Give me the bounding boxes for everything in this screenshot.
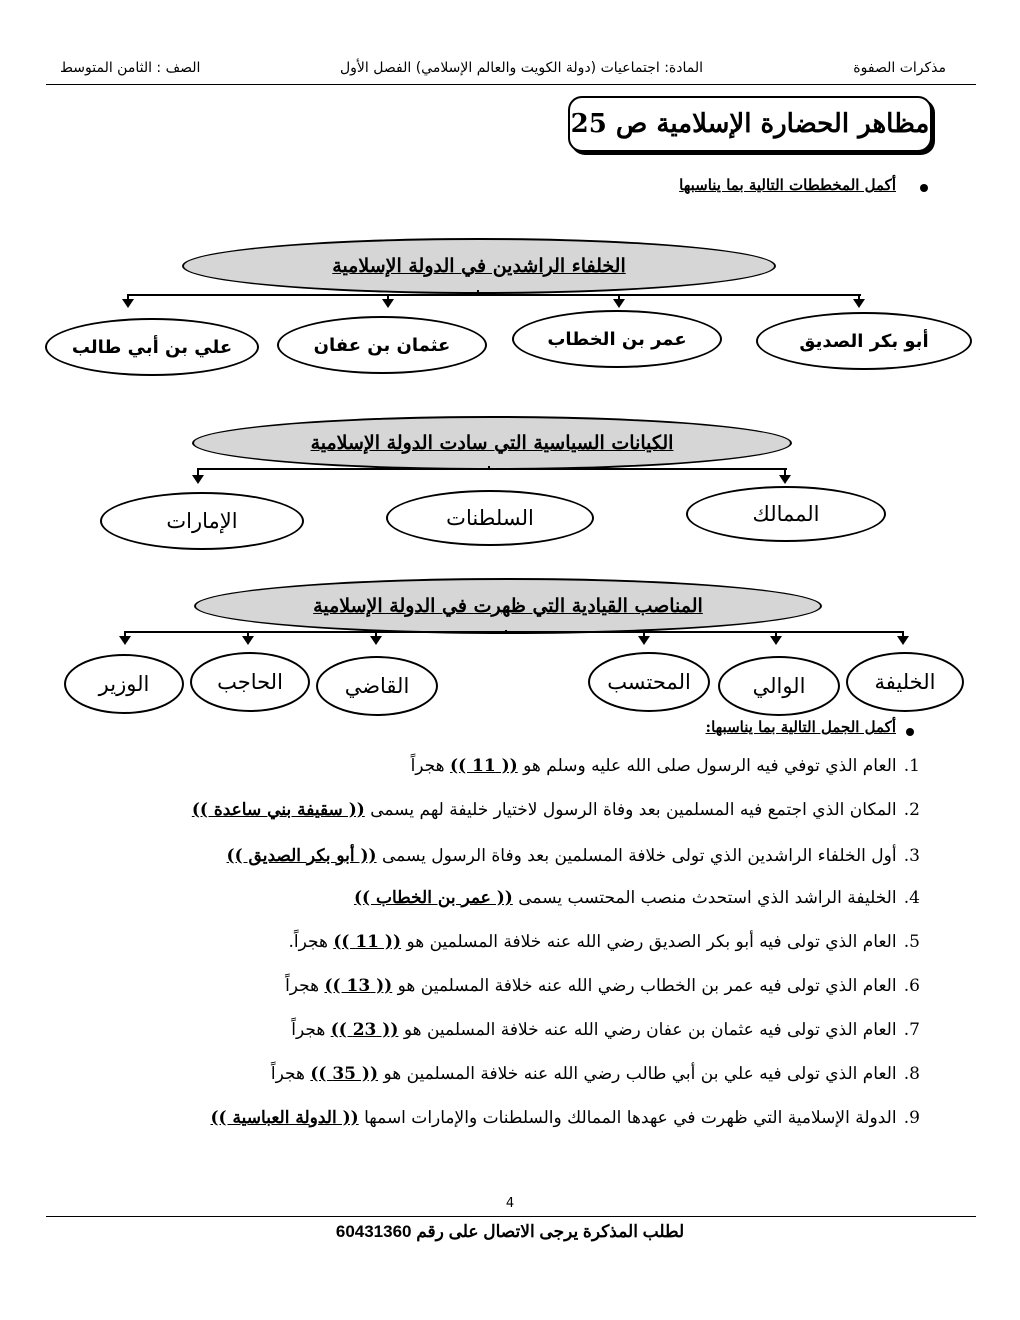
sentence-7 — [291, 1020, 920, 1040]
footer-divider — [46, 1216, 976, 1217]
sentence-text: العام الذي تولى فيه عمر بن الخطاب رضي الله عنه خلافة المسلمين هو — [397, 976, 897, 996]
sentence-number: 6. — [903, 976, 920, 996]
sentence-suffix: هجراً — [410, 756, 445, 776]
caliph-ali: علي بن أبي طالب — [45, 318, 259, 376]
arrow-down-icon — [779, 475, 791, 484]
sentence-answer: (( سقيفة بني ساعدة )) — [191, 800, 365, 820]
connector — [124, 631, 904, 633]
sentence-text: العام الذي تولى فيه عثمان بن عفان رضي الله عنه خلافة المسلمين هو — [403, 1020, 897, 1040]
caliph-abu-bakr: أبو بكر الصديق — [756, 312, 972, 370]
arrow-down-icon — [897, 636, 909, 645]
sentence-number: 7. — [903, 1020, 920, 1040]
header-divider — [46, 84, 976, 85]
diagram-entities-heading: الكيانات السياسية التي سادت الدولة الإسلامية — [192, 416, 792, 470]
diagram-positions-heading: المناصب القيادية التي ظهرت في الدولة الإسلامية — [194, 578, 822, 634]
sentence-text: العام الذي توفي فيه الرسول صلى الله عليه وسلم هو — [523, 756, 897, 776]
sentence-4 — [354, 888, 920, 908]
caliph-uthman: عثمان بن عفان — [277, 316, 487, 374]
sentence-answer: (( 13 )) — [324, 976, 393, 996]
sentence-6 — [285, 976, 920, 996]
page-title: مظاهر الحضارة الإسلامية ص 25 — [568, 96, 932, 152]
sentence-answer: (( الدولة العباسية )) — [210, 1108, 359, 1128]
header-subject: المادة: اجتماعيات (دولة الكويت والعالم الإسلامي) الفصل الأول — [340, 60, 703, 76]
sentence-suffix: هجراً — [291, 1020, 326, 1040]
header-brand: مذكرات الصفوة — [853, 60, 946, 76]
arrow-down-icon — [119, 636, 131, 645]
caliph-umar: عمر بن الخطاب — [512, 310, 722, 368]
page-number: 4 — [505, 1196, 515, 1211]
sentence-text: أول الخلفاء الراشدين الذي تولى خلافة المسلمين بعد وفاة الرسول يسمى — [382, 846, 897, 866]
sentence-number: 4. — [903, 888, 920, 908]
sentence-9 — [211, 1108, 920, 1128]
position-judge: القاضي — [316, 656, 438, 716]
sentence-text: المكان الذي اجتمع فيه المسلمين بعد وفاة الرسول لاختيار خليفة لهم يسمى — [370, 800, 897, 820]
sentence-text: الخليفة الراشد الذي استحدث منصب المحتسب يسمى — [518, 888, 897, 908]
instruction-sentences: أكمل الجمل التالية بما يناسبها: — [705, 718, 896, 736]
sentence-suffix: هجراً. — [288, 932, 328, 952]
footer-contact: لطلب المذكرة يرجى الاتصال على رقم 60431360 — [335, 1222, 685, 1241]
sentence-suffix: هجراً — [285, 976, 320, 996]
sentence-answer: (( 35 )) — [310, 1064, 379, 1084]
sentence-text: العام الذي تولى فيه علي بن أبي طالب رضي الله عنه خلافة المسلمين هو — [383, 1064, 897, 1084]
sentence-1 — [411, 756, 920, 776]
arrow-down-icon — [122, 299, 134, 308]
arrow-down-icon — [192, 475, 204, 484]
entity-kingdoms: الممالك — [686, 486, 886, 542]
sentence-text: الدولة الإسلامية التي ظهرت في عهدها الممالك والسلطنات والإمارات اسمها — [364, 1108, 897, 1128]
position-governor: الوالي — [718, 656, 840, 716]
entity-sultanates: السلطنات — [386, 490, 594, 546]
sentence-answer: (( 11 )) — [450, 756, 518, 776]
instruction-diagrams: أكمل المخططات التالية بما يناسبها — [679, 176, 896, 194]
sentence-suffix: هجراً — [270, 1064, 305, 1084]
sentence-text: العام الذي تولى فيه أبو بكر الصديق رضي الله عنه خلافة المسلمين هو — [406, 932, 897, 952]
sentence-answer: (( 11 )) — [333, 932, 402, 952]
sentence-answer: (( أبو بكر الصديق )) — [226, 846, 377, 866]
sentence-answer: (( عمر بن الخطاب )) — [353, 888, 513, 908]
sentence-8 — [271, 1064, 920, 1084]
diagram-caliphs-heading: الخلفاء الراشدين في الدولة الإسلامية — [182, 238, 776, 294]
position-caliph: الخليفة — [846, 652, 964, 712]
position-vizier: الوزير — [64, 654, 184, 714]
connector — [197, 468, 787, 470]
sentence-number: 5. — [903, 932, 920, 952]
header-grade: الصف : الثامن المتوسط — [60, 60, 201, 76]
sentence-3 — [227, 846, 920, 866]
sentence-number: 8. — [903, 1064, 920, 1084]
sentence-number: 3. — [903, 846, 920, 866]
bullet-icon — [920, 184, 928, 192]
sentence-number: 9. — [903, 1108, 920, 1128]
entity-emirates: الإمارات — [100, 492, 304, 550]
bullet-icon — [906, 728, 914, 736]
arrow-down-icon — [638, 636, 650, 645]
arrow-down-icon — [770, 636, 782, 645]
sentence-number: 2. — [903, 800, 920, 820]
arrow-down-icon — [853, 299, 865, 308]
arrow-down-icon — [242, 636, 254, 645]
sentence-answer: (( 23 )) — [330, 1020, 399, 1040]
arrow-down-icon — [370, 636, 382, 645]
position-muhtasib: المحتسب — [588, 652, 710, 712]
sentence-2 — [192, 800, 920, 820]
position-chamberlain: الحاجب — [190, 652, 310, 712]
connector — [127, 294, 861, 296]
arrow-down-icon — [382, 299, 394, 308]
arrow-down-icon — [613, 299, 625, 308]
sentence-5 — [288, 932, 920, 952]
sentence-number: 1. — [903, 756, 920, 776]
